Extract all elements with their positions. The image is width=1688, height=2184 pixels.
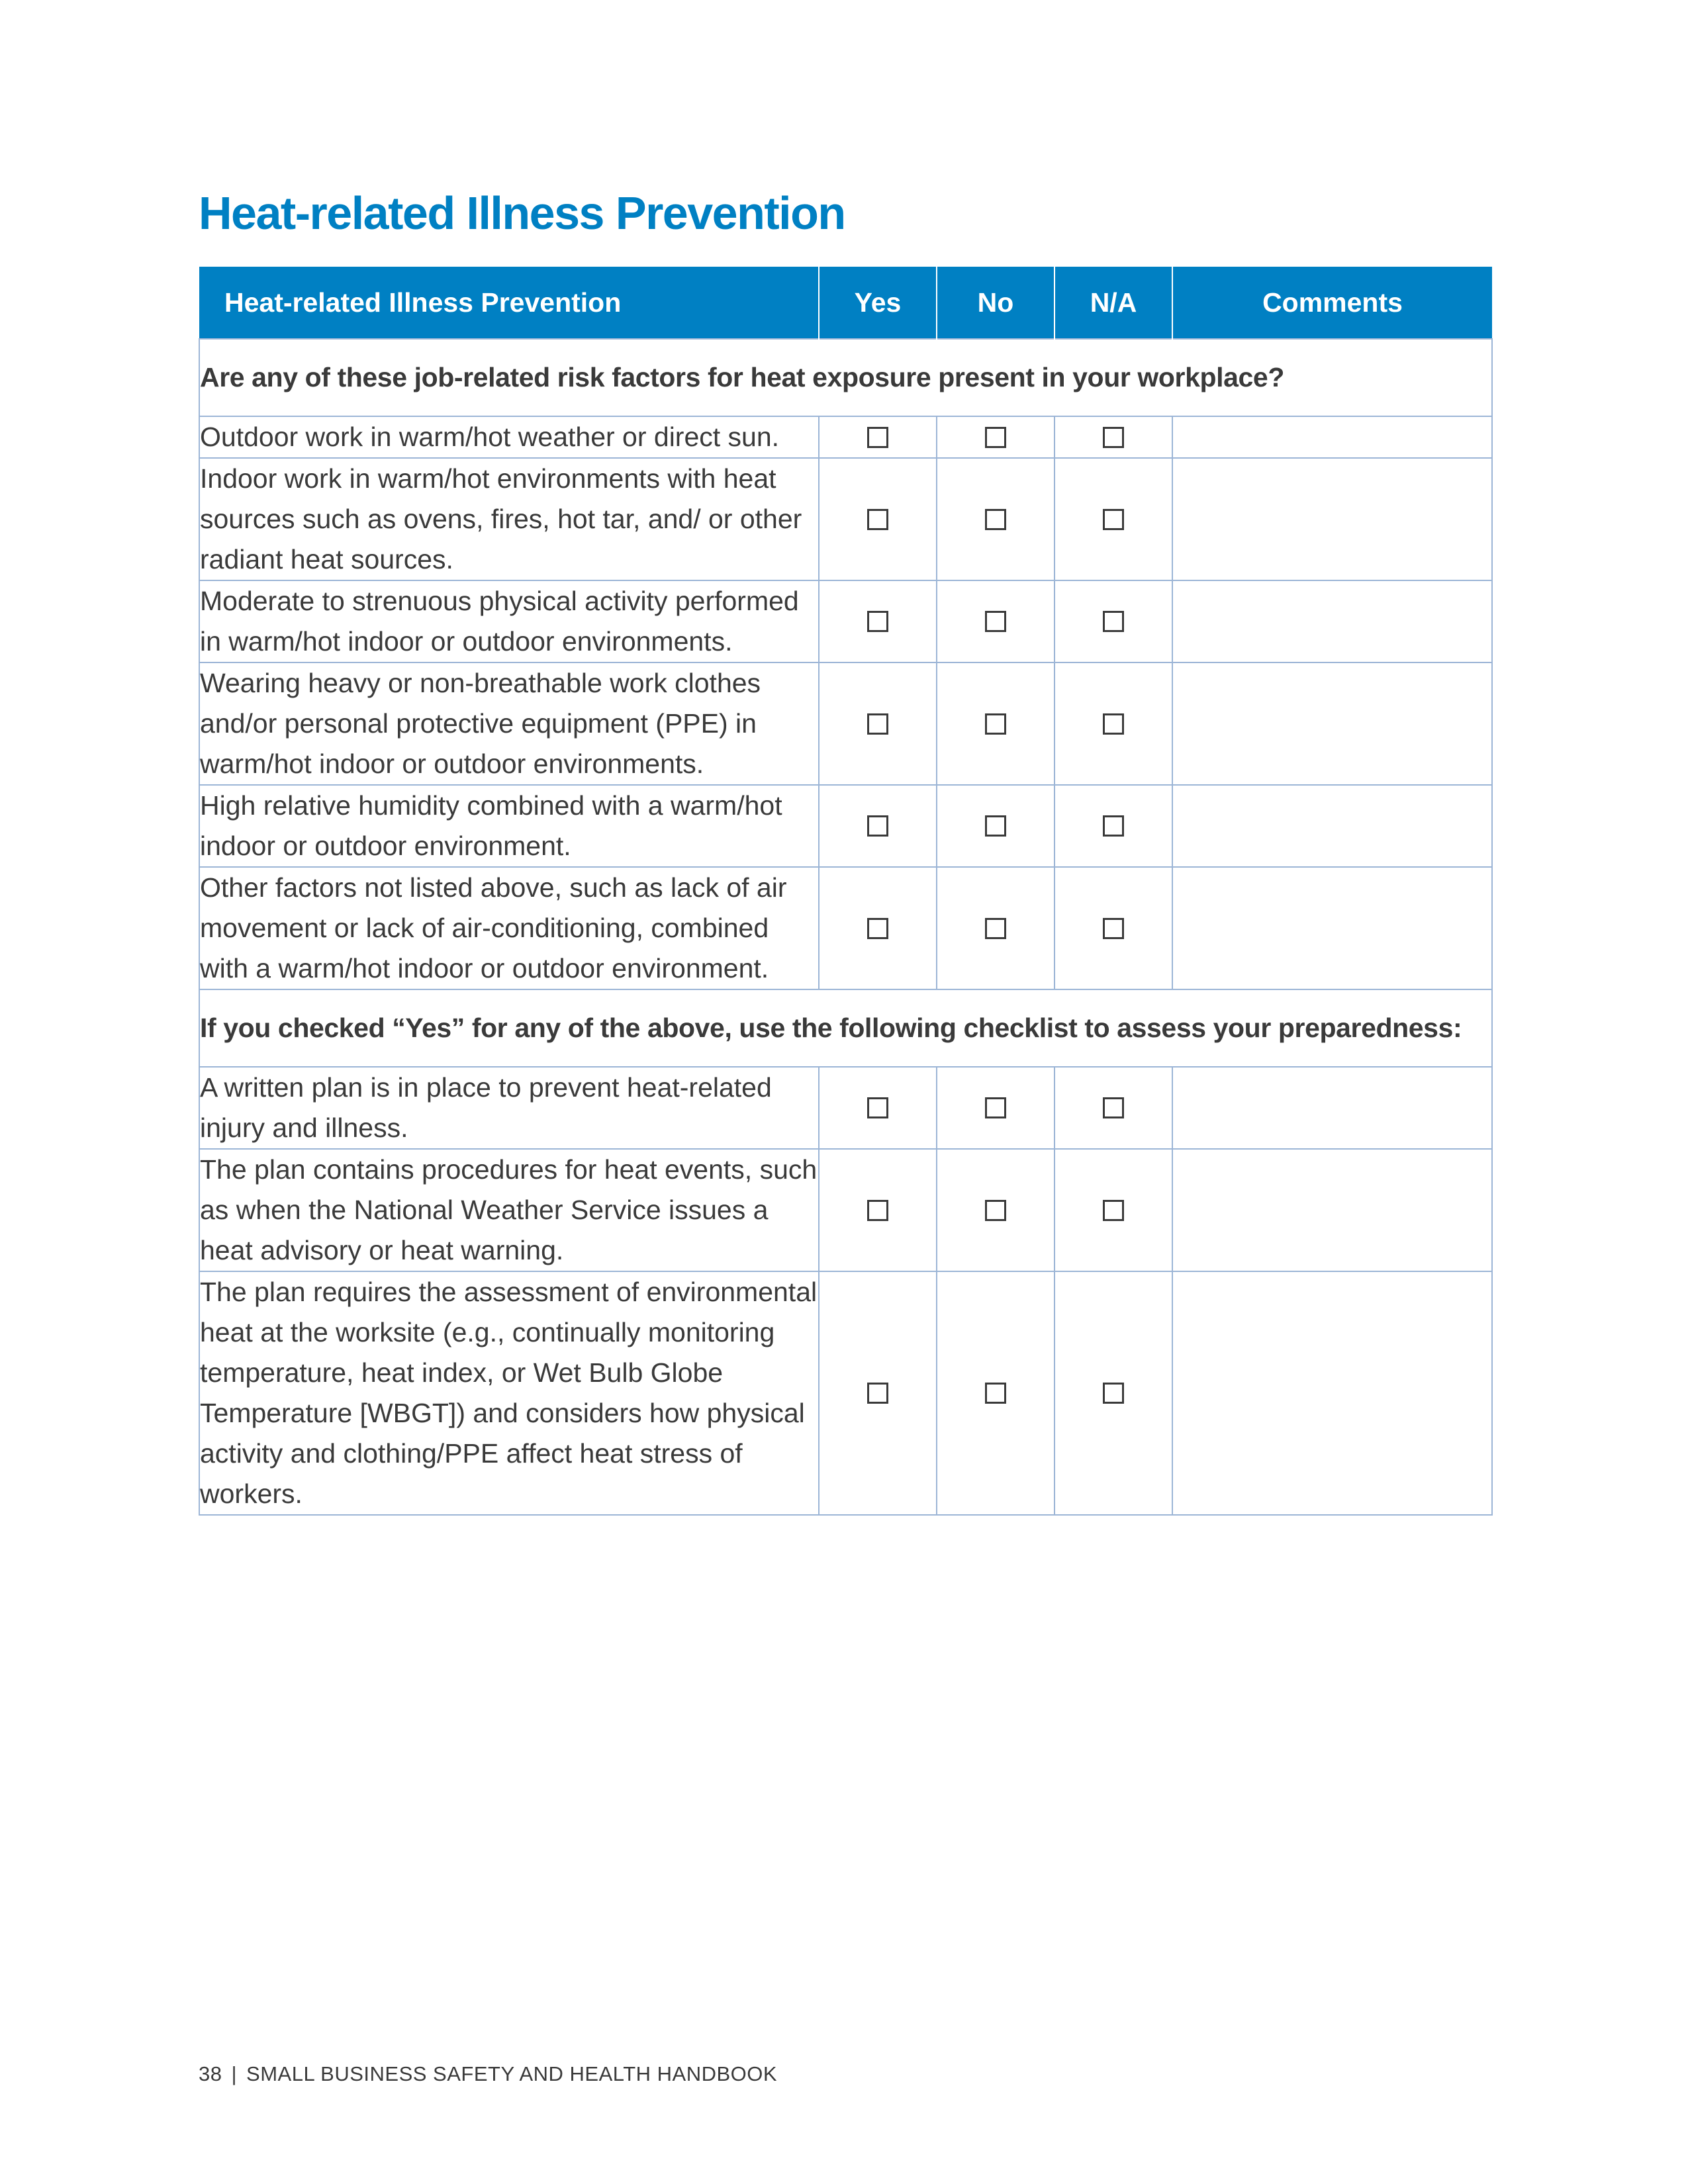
checklist-item-text: Outdoor work in warm/hot weather or direct sun. — [199, 416, 819, 458]
page-title: Heat-related Illness Prevention — [199, 187, 845, 239]
no-cell — [937, 1149, 1055, 1271]
yes-cell — [819, 1067, 937, 1149]
no-checkbox[interactable] — [985, 815, 1006, 837]
checklist-item-text: High relative humidity combined with a warm/hot indoor or outdoor environment. — [199, 785, 819, 867]
yes-checkbox[interactable] — [867, 1383, 888, 1404]
column-header-na: N/A — [1055, 267, 1172, 339]
na-checkbox[interactable] — [1103, 509, 1124, 530]
table-row — [199, 1067, 1492, 1149]
na-checkbox[interactable] — [1103, 713, 1124, 735]
no-cell — [937, 785, 1055, 867]
yes-checkbox[interactable] — [867, 815, 888, 837]
no-checkbox[interactable] — [985, 713, 1006, 735]
yes-cell — [819, 867, 937, 989]
na-cell — [1055, 867, 1172, 989]
na-checkbox[interactable] — [1103, 815, 1124, 837]
checklist-item-text: Wearing heavy or non-breathable work clothes and/or personal protective equipment (PPE) in warm/hot indoor or outdoor environments. — [199, 662, 819, 785]
table-header-row — [199, 267, 1492, 339]
checklist-item-text: Other factors not listed above, such as lack of air movement or lack of air-conditioning, combined with a warm/hot indoor or outdoor environment. — [199, 867, 819, 989]
na-cell — [1055, 458, 1172, 580]
no-cell — [937, 416, 1055, 458]
yes-checkbox[interactable] — [867, 1200, 888, 1221]
table-row — [199, 1149, 1492, 1271]
comments-cell[interactable] — [1172, 662, 1492, 785]
column-header-no: No — [937, 267, 1055, 339]
checklist-body — [199, 339, 1492, 1515]
na-cell — [1055, 662, 1172, 785]
na-checkbox[interactable] — [1103, 1200, 1124, 1221]
book-title: SMALL BUSINESS SAFETY AND HEALTH HANDBOOK — [246, 2062, 778, 2085]
yes-cell — [819, 580, 937, 662]
checklist-item-text: The plan requires the assessment of environmental heat at the worksite (e.g., continually monitoring temperature, heat index, or Wet Bulb Globe Temperature [WBGT]) and considers how physical activity and clothing/PPE affect heat stress of workers. — [199, 1271, 819, 1515]
na-cell — [1055, 785, 1172, 867]
heat-illness-checklist-table — [199, 267, 1493, 1516]
yes-checkbox[interactable] — [867, 713, 888, 735]
column-header-item: Heat-related Illness Prevention — [199, 267, 819, 339]
na-checkbox[interactable] — [1103, 427, 1124, 448]
section-header: Are any of these job-related risk factors for heat exposure present in your workplace? — [199, 339, 1492, 416]
yes-checkbox[interactable] — [867, 611, 888, 632]
comments-cell[interactable] — [1172, 867, 1492, 989]
column-header-yes: Yes — [819, 267, 937, 339]
comments-cell[interactable] — [1172, 416, 1492, 458]
na-cell — [1055, 1271, 1172, 1515]
yes-checkbox[interactable] — [867, 427, 888, 448]
na-cell — [1055, 1067, 1172, 1149]
section-header-row — [199, 339, 1492, 416]
na-cell — [1055, 580, 1172, 662]
no-cell — [937, 580, 1055, 662]
checklist-item-text: Indoor work in warm/hot environments with heat sources such as ovens, fires, hot tar, and/ or other radiant heat sources. — [199, 458, 819, 580]
comments-cell[interactable] — [1172, 785, 1492, 867]
comments-cell[interactable] — [1172, 1271, 1492, 1515]
no-cell — [937, 867, 1055, 989]
no-checkbox[interactable] — [985, 1383, 1006, 1404]
no-cell — [937, 662, 1055, 785]
yes-cell — [819, 662, 937, 785]
yes-checkbox[interactable] — [867, 509, 888, 530]
section-header-row — [199, 989, 1492, 1067]
table-row — [199, 867, 1492, 989]
na-cell — [1055, 1149, 1172, 1271]
footer-separator: | — [231, 2062, 238, 2085]
no-cell — [937, 1067, 1055, 1149]
na-cell — [1055, 416, 1172, 458]
na-checkbox[interactable] — [1103, 1097, 1124, 1118]
no-checkbox[interactable] — [985, 918, 1006, 939]
no-checkbox[interactable] — [985, 1200, 1006, 1221]
checklist-item-text: Moderate to strenuous physical activity performed in warm/hot indoor or outdoor environments. — [199, 580, 819, 662]
comments-cell[interactable] — [1172, 580, 1492, 662]
yes-cell — [819, 1271, 937, 1515]
table-row — [199, 1271, 1492, 1515]
yes-cell — [819, 785, 937, 867]
table-row — [199, 416, 1492, 458]
yes-checkbox[interactable] — [867, 918, 888, 939]
column-header-comments: Comments — [1172, 267, 1492, 339]
table-row — [199, 458, 1492, 580]
yes-checkbox[interactable] — [867, 1097, 888, 1118]
checklist-item-text: The plan contains procedures for heat events, such as when the National Weather Service issues a heat advisory or heat warning. — [199, 1149, 819, 1271]
table-row — [199, 662, 1492, 785]
comments-cell[interactable] — [1172, 458, 1492, 580]
yes-cell — [819, 458, 937, 580]
no-checkbox[interactable] — [985, 509, 1006, 530]
na-checkbox[interactable] — [1103, 918, 1124, 939]
yes-cell — [819, 416, 937, 458]
no-cell — [937, 1271, 1055, 1515]
no-checkbox[interactable] — [985, 611, 1006, 632]
comments-cell[interactable] — [1172, 1149, 1492, 1271]
checklist-item-text: A written plan is in place to prevent heat-related injury and illness. — [199, 1067, 819, 1149]
yes-cell — [819, 1149, 937, 1271]
no-checkbox[interactable] — [985, 1097, 1006, 1118]
table-row — [199, 580, 1492, 662]
no-cell — [937, 458, 1055, 580]
comments-cell[interactable] — [1172, 1067, 1492, 1149]
page-footer — [199, 2062, 777, 2086]
page-number: 38 — [199, 2062, 222, 2085]
no-checkbox[interactable] — [985, 427, 1006, 448]
na-checkbox[interactable] — [1103, 1383, 1124, 1404]
section-header: If you checked “Yes” for any of the above, use the following checklist to assess your preparedness: — [199, 989, 1492, 1067]
table-row — [199, 785, 1492, 867]
na-checkbox[interactable] — [1103, 611, 1124, 632]
